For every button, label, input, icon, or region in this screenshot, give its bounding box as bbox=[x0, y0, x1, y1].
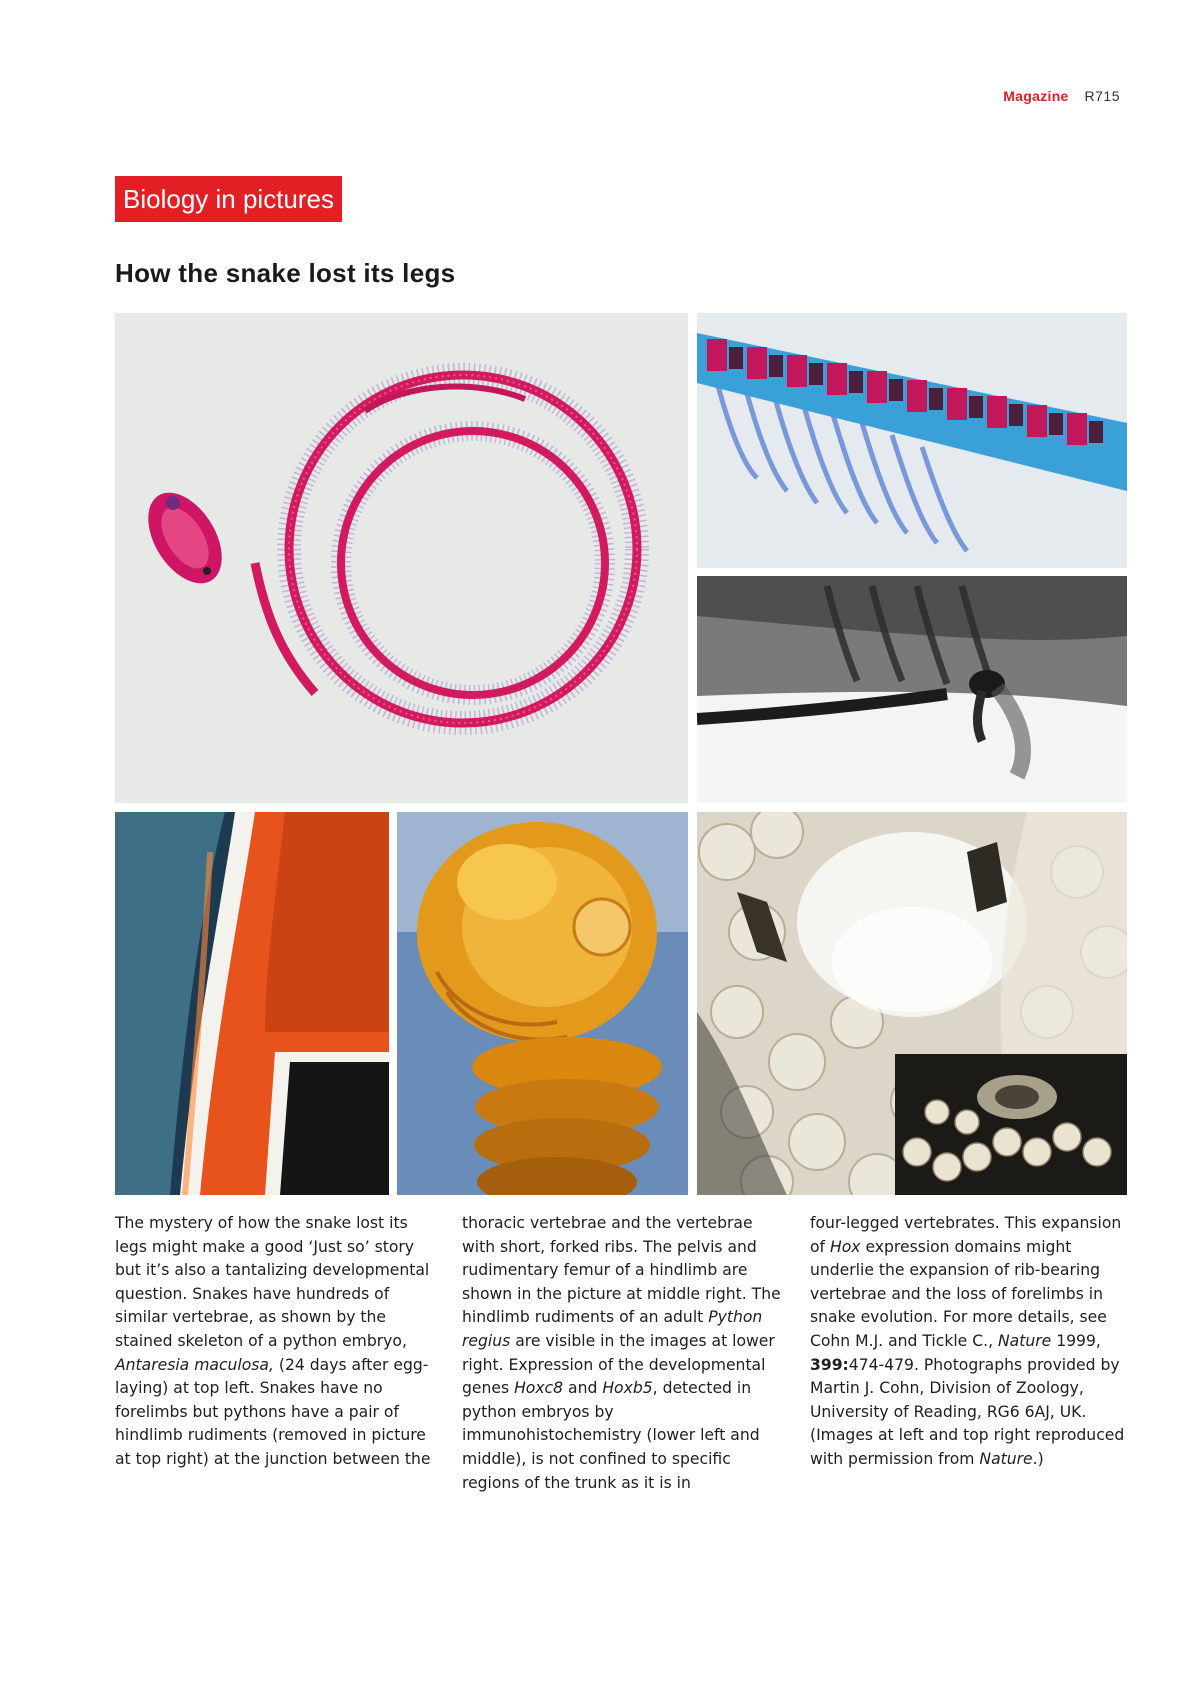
pelvis-femur-photo bbox=[697, 576, 1127, 803]
text-run: Hox bbox=[830, 1237, 861, 1256]
body-column-3 bbox=[810, 1212, 1130, 1472]
text-run: , detected in python embryos by immunohistochemistry (lower left and middle), is not confined to specific regions of the trunk as it is in bbox=[462, 1379, 760, 1492]
text-run: and bbox=[563, 1379, 603, 1398]
section-label: Magazine bbox=[1003, 88, 1069, 104]
text-run: Nature bbox=[998, 1331, 1052, 1350]
body-column-1 bbox=[115, 1212, 435, 1472]
running-header bbox=[1003, 88, 1120, 104]
text-run: four-legged vertebrates. This expansion of bbox=[810, 1214, 1122, 1256]
article-title: How the snake lost its legs bbox=[115, 258, 456, 288]
section-banner: Biology in pictures bbox=[115, 176, 342, 222]
text-run: The mystery of how the snake lost its legs might make a good ‘Just so’ story but it’s also a tantalizing developmental question. Snakes have hundreds of similar vertebrae, as shown by the stained skeleton of a python embryo, bbox=[115, 1214, 430, 1350]
page-number: R715 bbox=[1084, 88, 1120, 104]
body-paragraph-1 bbox=[115, 1212, 435, 1472]
hox-embryo-photo-2 bbox=[397, 812, 688, 1195]
text-run: Hoxb5 bbox=[602, 1379, 653, 1398]
text-run: Python regius bbox=[462, 1308, 763, 1350]
text-run: Hoxc8 bbox=[514, 1379, 564, 1398]
text-run: thoracic vertebrae and the vertebrae with short, forked ribs. The pelvis and rudimentary femur of a hindlimb are shown in the picture at middle right. The hindlimb rudiments of an adult bbox=[462, 1214, 781, 1327]
text-run: are visible in the images at lower right. Expression of the developmental genes bbox=[462, 1331, 775, 1398]
body-column-2 bbox=[462, 1212, 782, 1495]
text-run: 474-479. Photographs provided by Martin J. Cohn, Division of Zoology, University of Reading, RG6 6AJ, UK. (Images at left and top right reproduced with permission from bbox=[810, 1355, 1125, 1468]
text-run: (24 days after egg-laying) at top left. Snakes have no forelimbs but pythons have a pair of hindlimb rudiments (removed in picture at top right) at the junction between the bbox=[115, 1355, 431, 1468]
text-run: 399: bbox=[810, 1355, 849, 1374]
text-run: .) bbox=[1032, 1449, 1044, 1468]
text-run: Antaresia maculosa, bbox=[115, 1355, 274, 1374]
skeleton-photo bbox=[115, 313, 688, 803]
text-run: 1999, bbox=[1051, 1331, 1101, 1350]
vertebrae-ribs-photo bbox=[697, 313, 1127, 568]
hox-embryo-photo-1 bbox=[115, 812, 389, 1195]
python-scales-photo bbox=[697, 812, 1127, 1195]
body-paragraph-3 bbox=[810, 1212, 1130, 1472]
body-paragraph-2 bbox=[462, 1212, 782, 1495]
text-run: expression domains might underlie the expansion of rib-bearing vertebrae and the loss of forelimbs in snake evolution. For more details, see Cohn M.J. and Tickle C., bbox=[810, 1237, 1107, 1350]
text-run: Nature bbox=[979, 1449, 1033, 1468]
